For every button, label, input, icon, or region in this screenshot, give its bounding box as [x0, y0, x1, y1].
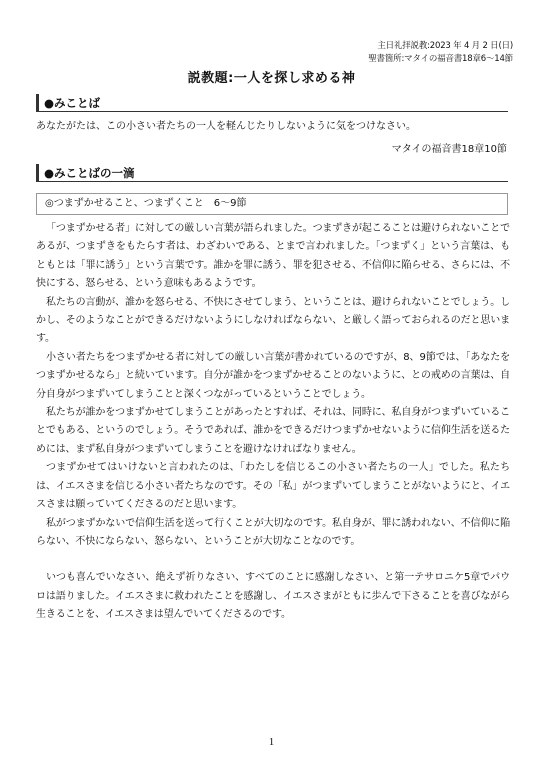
body-paragraph: 「つまずかせる者」に対しての厳しい言葉が語られました。つまずきが起こることは避けられないことであるが、つまずきをもたらす者は、わざわいである、とまで言われました。「つまずく」という言葉は、もともとは「罪に誘う」という言葉です。誰かを罪に誘う、罪を犯させる、不信仰に陥らせる、さらには、不快にする、怒らせる、という意味もあるようです。 — [36, 223, 510, 290]
key-verse-reference: マタイの福音書18章10節 — [391, 144, 507, 155]
sermon-date: 主日礼拝説教:2023 年 4 月 2 日(日) — [377, 41, 513, 51]
key-verse: あなたがたは、この小さい者たちの一人を軽んじたりしないように気をつけなさい。 — [36, 121, 416, 132]
body-paragraph: つまずかせてはいけないと言われたのは、「わたしを信じるこの小さい者たちの一人」でした。私たちは、イエスさまを信じる小さい者たちなのです。その「私」がつまずいてしまうことがないようにと、イエスさまは願っていてくださるのだと思います。 — [36, 462, 510, 511]
body-paragraph: 私たちが誰かをつまずかせてしまうことがあったとすれば、それは、同時に、私自身がつまずいていることでもある、というのでしょう。そうであれば、誰かをできるだけつまずかせないように信仰生活を送るためには、まず私自身がつまずいてしまうことを避けなければなりません。 — [36, 407, 510, 455]
body-paragraph: いつも喜んでいなさい、絶えず祈りなさい、すべてのことに感謝しなさい、と第一テサロニケ5章でパウロは語りました。イエスさまに救われたことを感謝し、イエスさまがともに歩んで下さることを喜びながら生きることを、イエスさまは望んでいてくださるのです。 — [36, 572, 510, 621]
subsection-heading: ◎つまずかせること、つまずくこと 6〜9節 — [36, 193, 508, 215]
sermon-body — [36, 220, 510, 625]
section-heading-drop: ●みことばの一滴 — [36, 164, 508, 182]
sermon-title: 説教題:一人を探し求める神 — [187, 71, 356, 86]
body-paragraph: 小さい者たちをつまずかせる者に対しての厳しい言葉が書かれているのですが、8、9節では、「あなたをつまずかせるなら」と続いています。自分が誰かをつまずかせることのないように、との戒めの言葉は、自分自身がつまずいてしまうことと深くつながっているということでしょう。 — [36, 351, 510, 400]
section-heading-word: ●みことば — [36, 94, 508, 112]
body-paragraph: 私がつまずかないで信仰生活を送って行くことが大切なのです。私自身が、罪に誘われない、不信仰に陥らない、不快にならない、怒らない、ということが大切なことなのです。 — [36, 517, 510, 547]
scripture-passage: 聖書箇所:マタイの福音書18章6〜14節 — [368, 54, 513, 64]
page-number: 1 — [268, 736, 275, 748]
body-paragraph: 私たちの言動が、誰かを怒らせる、不快にさせてしまう、ということは、避けられないことでしょう。しかし、そのようなことができるだけないようにしなければならない、と厳しく語っておられるのだと思います。 — [36, 296, 510, 345]
